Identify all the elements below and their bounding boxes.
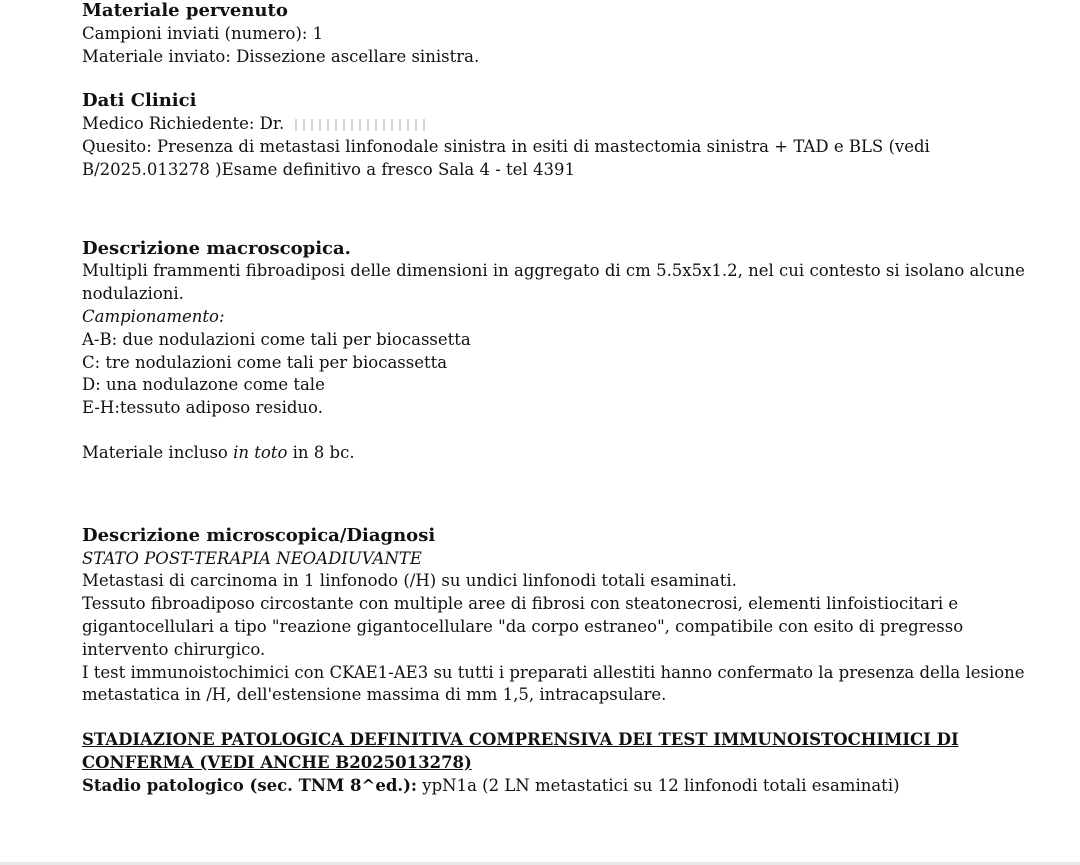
incluso-pre: Materiale incluso — [82, 442, 234, 462]
macro-line-2: nodulazioni. — [82, 284, 184, 304]
micro-line: metastatica in /H, dell'estensione massima di mm 1,5, intracapsulare. — [82, 685, 667, 705]
spacer — [82, 707, 1042, 729]
micro-line: I test immunoistochimici con CKAE1-AE3 su tutti i preparati allestiti hanno confermato la presenza della lesione — [82, 662, 1025, 682]
micro-line: Metastasi di carcinoma in 1 linfonodo (/H) su undici linfonodi totali esaminati. — [82, 571, 737, 591]
incluso-post: in 8 bc. — [287, 442, 355, 462]
micro-line: intervento chirurgico. — [82, 639, 266, 659]
campionamento-item: C: tre nodulazioni come tali per biocassetta — [82, 352, 448, 372]
campionamento-item: D: una nodulazone come tale — [82, 375, 325, 395]
stadio-value: ypN1a (2 LN metastatici su 12 linfonodi totali esaminati) — [417, 775, 900, 795]
redacted-name — [289, 119, 429, 131]
report-page — [82, 0, 1042, 798]
section-heading-dati-clinici: Dati Clinici — [82, 90, 197, 112]
quesito-line-1: Quesito: Presenza di metastasi linfonodale sinistra in esiti di mastectomia sinistra + TAD e BLS (vedi — [82, 136, 930, 156]
materiale-incluso-line — [82, 442, 1042, 465]
medico-label: Medico Richiedente: Dr. — [82, 114, 285, 134]
spacer — [82, 420, 1042, 442]
spacer — [82, 68, 1042, 90]
incluso-italic: in toto — [233, 442, 288, 462]
stadiazione-heading-2: CONFERMA (VEDI ANCHE B2025013278) — [82, 752, 472, 772]
campionamento-item: E-H:tessuto adiposo residuo. — [82, 398, 323, 418]
stadio-label: Stadio patologico (sec. TNM 8^ed.): — [82, 775, 417, 795]
stadiazione-heading-1: STADIAZIONE PATOLOGICA DEFINITIVA COMPRENSIVA DEI TEST IMMUNOISTOCHIMICI DI — [82, 730, 959, 750]
micro-line: Tessuto fibroadiposo circostante con multiple aree di fibrosi con steatonecrosi, elementi linfoistiocitari e — [82, 594, 959, 614]
spacer — [82, 465, 1042, 525]
section-heading-microscopica: Descrizione microscopica/Diagnosi — [82, 524, 436, 546]
campionamento-item: A-B: due nodulazioni come tali per biocassetta — [82, 329, 471, 349]
macro-line-1: Multipli frammenti fibroadiposi delle dimensioni in aggregato di cm 5.5x5x1.2, nel cui contesto si isolano alcune — [82, 261, 1025, 281]
micro-line: gigantocellulari a tipo "reazione gigantocellulare "da corpo estraneo", compatibile con esito di pregresso — [82, 616, 964, 636]
quesito-line-2: B/2025.013278 )Esame definitivo a fresco Sala 4 - tel 4391 — [82, 159, 575, 179]
campionamento-label: Campionamento: — [82, 306, 225, 326]
materiale-inviato-line: Materiale inviato: Dissezione ascellare sinistra. — [82, 46, 480, 66]
section-heading-macroscopica: Descrizione macroscopica. — [82, 237, 351, 259]
campioni-line: Campioni inviati (numero): 1 — [82, 23, 324, 43]
stadio-line — [82, 775, 1042, 798]
section-heading-materiale: Materiale pervenuto — [82, 0, 288, 21]
spacer — [82, 182, 1042, 238]
stato-line: STATO POST-TERAPIA NEOADIUVANTE — [82, 548, 422, 568]
medico-line — [82, 113, 1042, 136]
